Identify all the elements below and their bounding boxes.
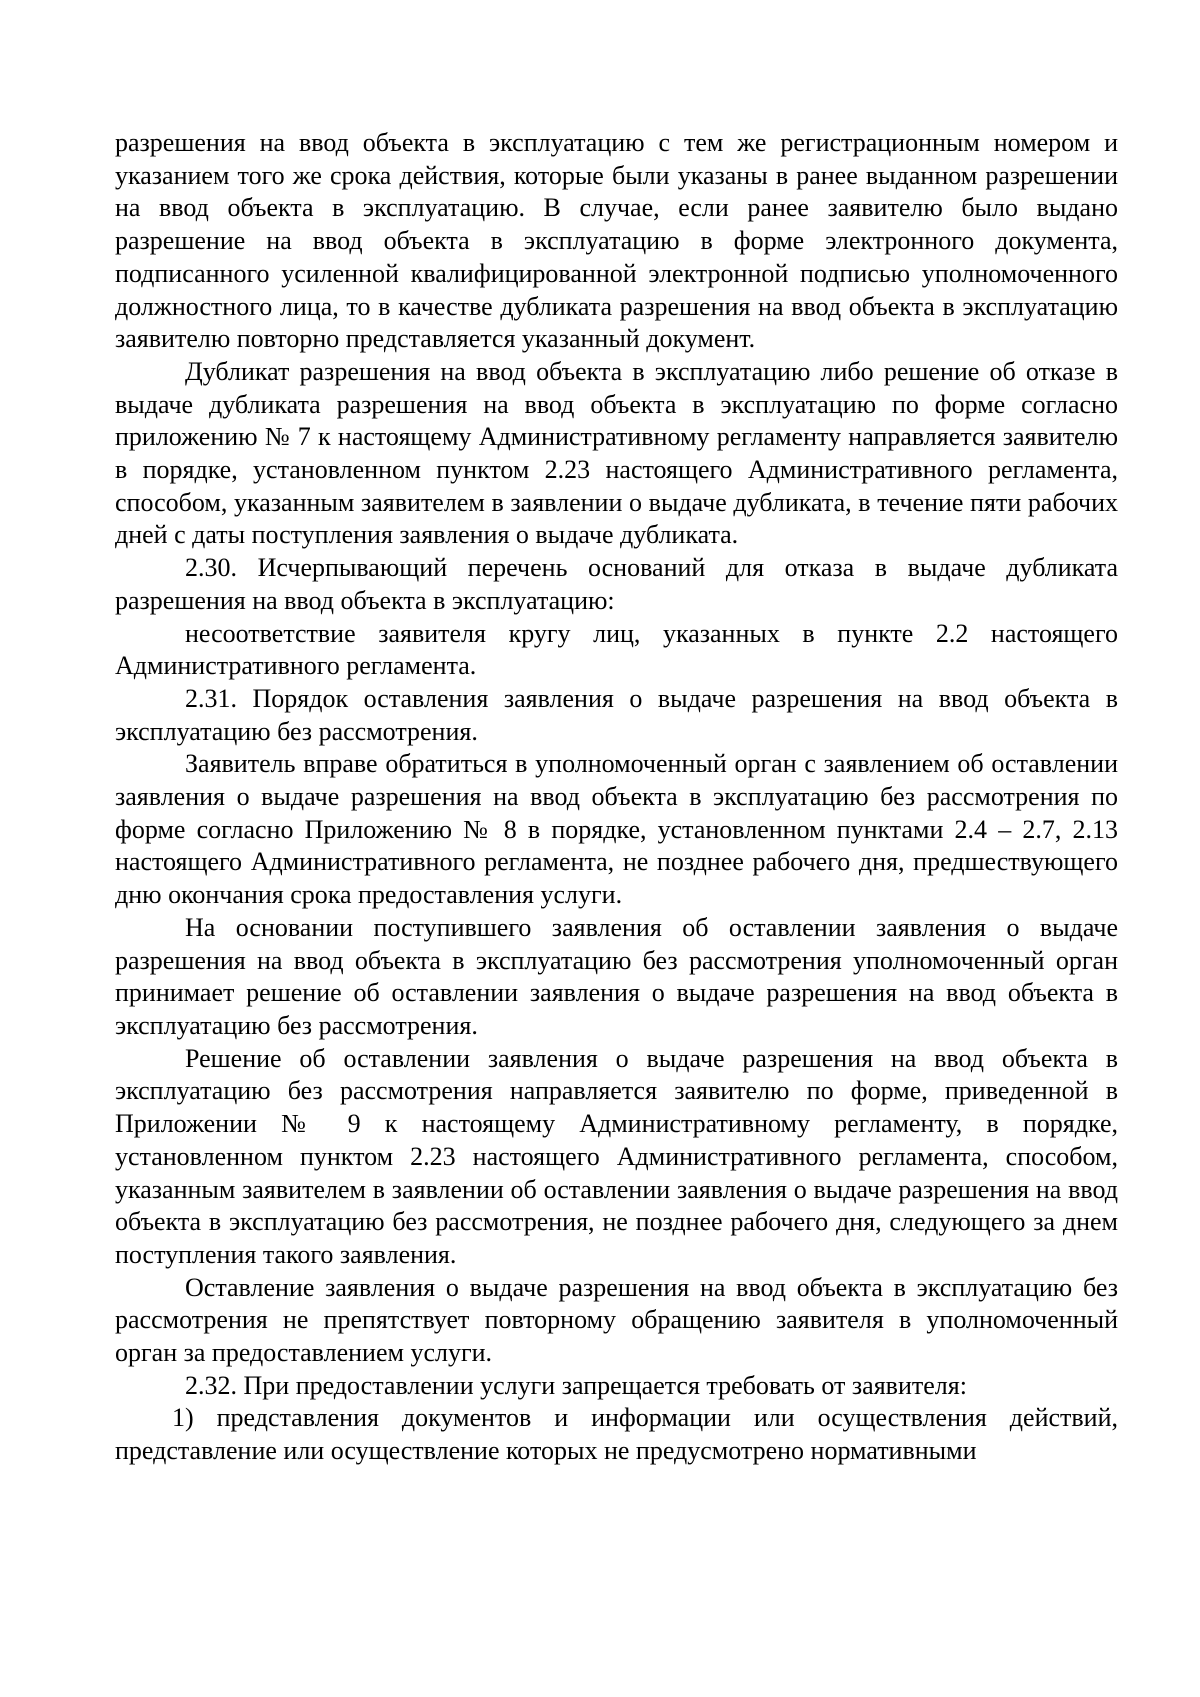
paragraph-decision-delivery: Решение об оставлении заявления о выдаче разрешения на ввод объекта в эксплуатацию без рассмотрения направляется заявителю по форме, приведенной в Приложении № 9 к настоящему Административному регламенту, в порядке, установленном пунктом 2.23 настоящего Административного регламента, способом, указанным заявителем в заявлении об оставлении заявления о выдаче разрешения на ввод объекта в эксплуатацию без рассмотрения, не позднее рабочего дня, следующего за днем поступления такого заявления. bbox=[115, 1043, 1118, 1269]
paragraph-2-30-ground: несоответствие заявителя кругу лиц, указанных в пункте 2.2 настоящего Административного регламента. bbox=[115, 618, 1118, 681]
paragraph-2-32-item-1: 1) представления документов и информации или осуществления действий, представление или осуществление которых не предусмотрено нормативными bbox=[115, 1403, 1118, 1466]
paragraph-2-30-heading: 2.30. Исчерпывающий перечень оснований для отказа в выдаче дубликата разрешения на ввод объекта в эксплуатацию: bbox=[115, 553, 1118, 615]
paragraph-2-32-heading: 2.32. При предоставлении услуги запрещается требовать от заявителя: bbox=[185, 1370, 967, 1400]
paragraph-continuation: разрешения на ввод объекта в эксплуатацию с тем же регистрационным номером и указанием того же срока действия, которые были указаны в ранее выданном разрешении на ввод объекта в эксплуатацию. В случае, если ранее заявителю было выдано разрешение на ввод объекта в эксплуатацию в форме электронного документа, подписанного усиленной квалифицированной электронной подписью уполномоченного должностного лица, то в качестве дубликата разрешения на ввод объекта в эксплуатацию заявителю повторно представляется указанный документ. bbox=[115, 128, 1118, 354]
paragraph-duplicate-issuance: Дубликат разрешения на ввод объекта в эксплуатацию либо решение об отказе в выдаче дубликата разрешения на ввод объекта в эксплуатацию по форме согласно приложению № 7 к настоящему Административному регламенту направляется заявителю в порядке, установленном пунктом 2.23 настоящего Административного регламента, способом, указанным заявителем в заявлении о выдаче дубликата, в течение пяти рабочих дней с даты поступления заявления о выдаче дубликата. bbox=[115, 356, 1118, 550]
paragraph-decision-basis: На основании поступившего заявления об оставлении заявления о выдаче разрешения на ввод объекта в эксплуатацию без рассмотрения уполномоченный орган принимает решение об оставлении заявления о выдаче разрешения на ввод объекта в эксплуатацию без рассмотрения. bbox=[115, 912, 1118, 1040]
paragraph-applicant-right: Заявитель вправе обратиться в уполномоченный орган с заявлением об оставлении заявления о выдаче разрешения на ввод объекта в эксплуатацию без рассмотрения по форме согласно Приложению № 8 в порядке, установленном пунктами 2.4 – 2.7, 2.13 настоящего Административного регламента, не позднее рабочего дня, предшествующего дню окончания срока предоставления услуги. bbox=[115, 749, 1118, 910]
paragraph-2-31-heading: 2.31. Порядок оставления заявления о выдаче разрешения на ввод объекта в эксплуатацию без рассмотрения. bbox=[115, 683, 1118, 746]
paragraph-no-obstacle: Оставление заявления о выдаче разрешения на ввод объекта в эксплуатацию без рассмотрения не препятствует повторному обращению заявителя в уполномоченный орган за предоставлением услуги. bbox=[115, 1272, 1118, 1368]
document-page bbox=[115, 127, 1118, 1468]
